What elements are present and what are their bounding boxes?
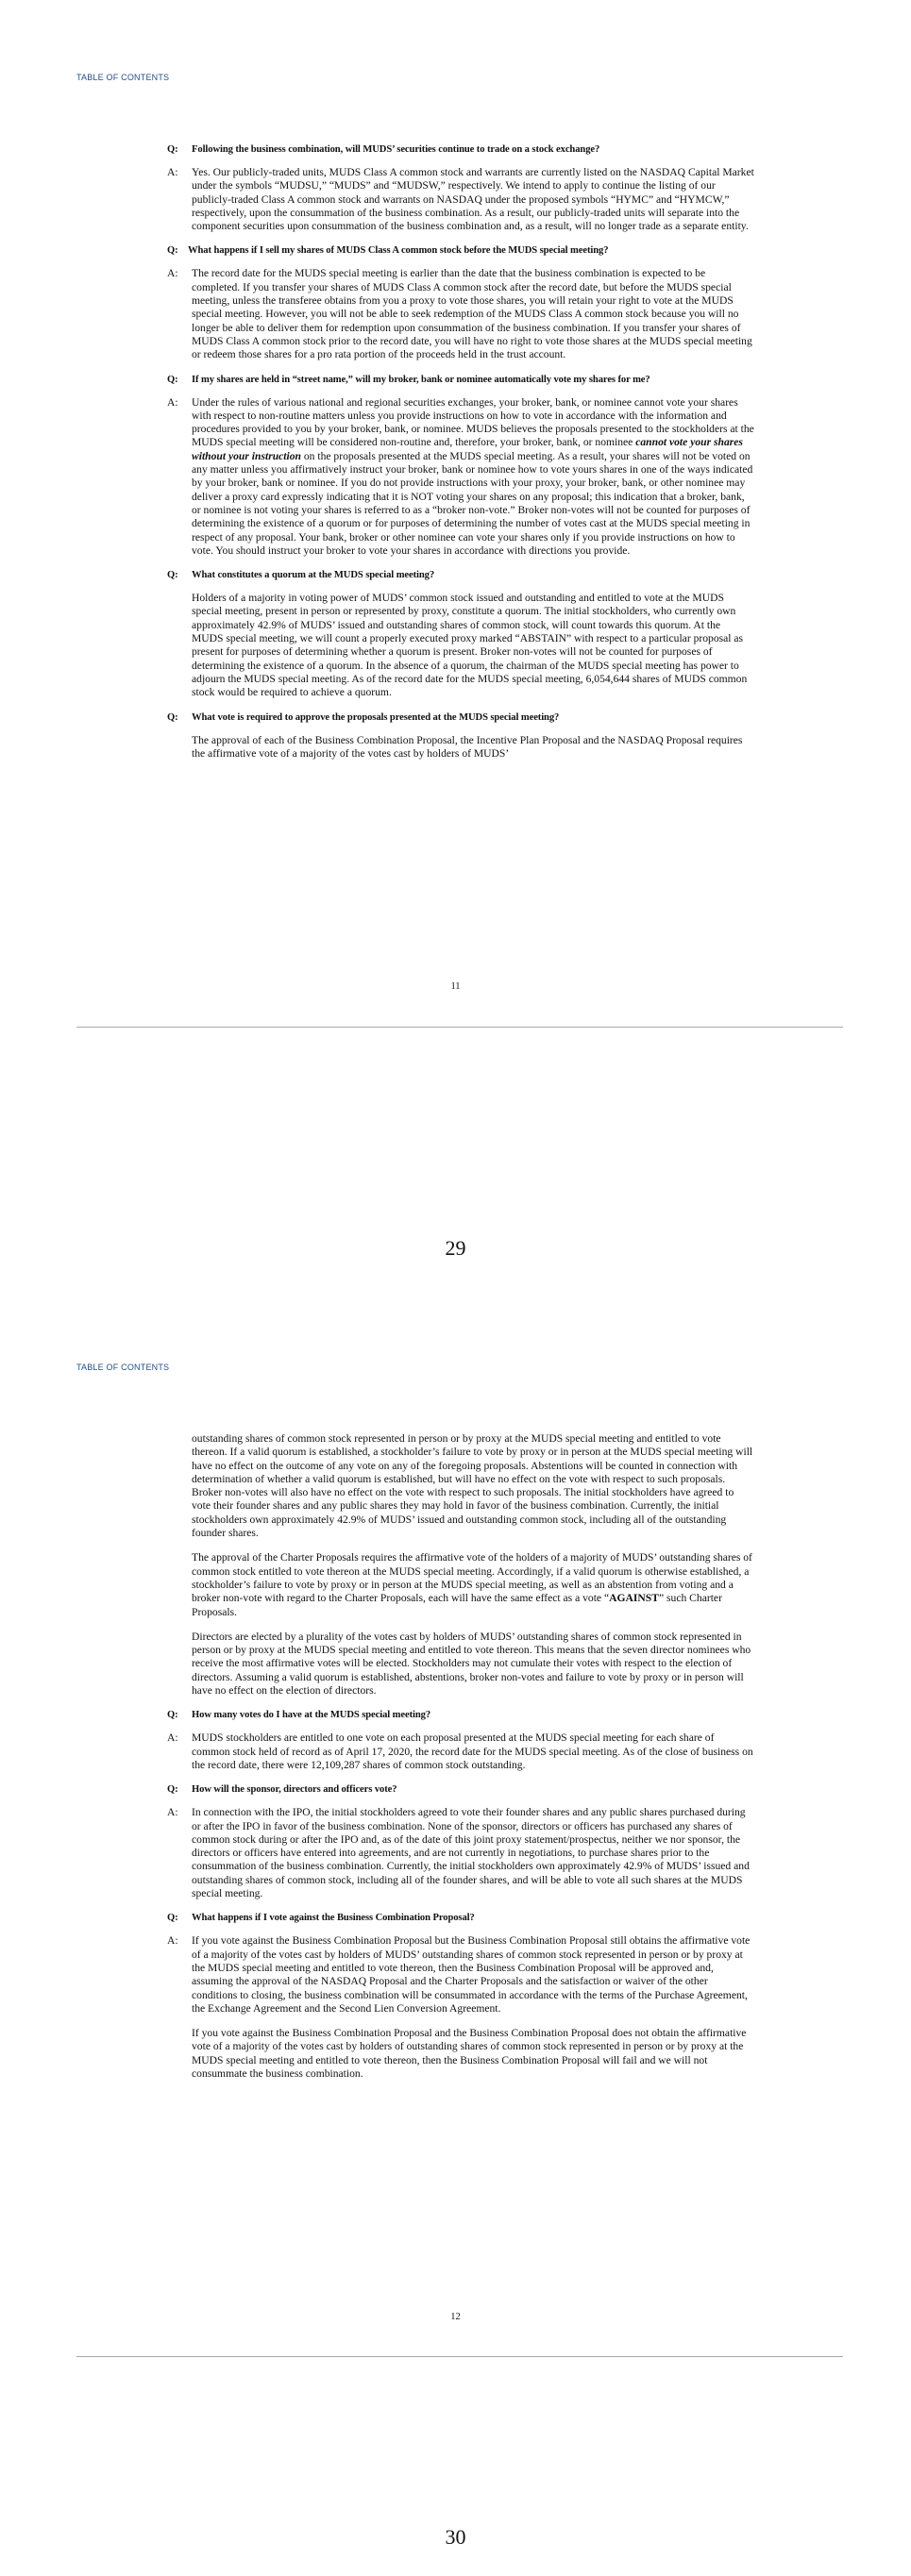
question-how-many-votes bbox=[167, 1709, 754, 1722]
directors-paragraph: Directors are elected by a plurality of the votes cast by holders of MUDS’ outstanding shares of common stock represented in person or by proxy at the MUDS special meeting and entitled to vote thereon. This means that the seven director nominees who receive the most affirmative votes will be elected. Stockholders may not cumulate their votes with respect to the election of directors. Assuming a valid quorum is established, abstentions, broker non-votes and failure to vote by proxy or in person will have no effect on the election of directors. bbox=[192, 1630, 751, 1698]
question-text: What happens if I sell my shares of MUDS Class A common stock before the MUDS special meeting? bbox=[188, 245, 609, 257]
paragraph-text: ” such Charter Proposals. bbox=[192, 1592, 722, 1618]
answer-securities-trade bbox=[167, 166, 754, 233]
q-label: Q: bbox=[167, 245, 178, 257]
paragraph-text: The approval of the Charter Proposals requires the affirmative vote of the holders of a majority of MUDS’ outstanding shares of common stock entitled to vote thereon at the MUDS special meeting. Accordingly, if a valid quorum is otherwise established, a stockholder’s failure to vote by proxy or in person at the MUDS special meeting, as well as an abstention from voting and a broker non-vote with regard to the Charter Proposals, each will have the same effect as a vote “ bbox=[192, 1551, 752, 1605]
answer-quorum: Holders of a majority in voting power of MUDS’ common stock issued and outstanding and entitled to vote at the MUDS special meeting, present in person or represented by proxy, constitute a quorum. The initial stockholders, who currently own approximately 42.9% of MUDS’ issued and outstanding shares of common stock, will count towards this quorum. At the MUDS special meeting, we will count a properly executed proxy marked “ABSTAIN” with respect to a particular proposal as present for purposes of determining whether a quorum is present. Broker non-votes will not be counted for purposes of determining the existence of a quorum. In the absence of a quorum, the chairman of the MUDS special meeting has power to adjourn the MUDS special meeting. As of the record date for the MUDS special meeting, 6,054,644 shares of MUDS common stock would be required to achieve a quorum. bbox=[192, 592, 748, 699]
a-label: A: bbox=[167, 1806, 178, 1819]
answer-text: The record date for the MUDS special meeting is earlier than the date that the business combination is expected to be completed. If you transfer your shares of MUDS Class A common stock after the record date, but before the MUDS special meeting, unless the transferee obtains from you a proxy to vote those shares, you will retain your right to vote at the MUDS special meeting. However, you will not be able to seek redemption of the MUDS Class A common stock because you will no longer be able to deliver them for redemption upon consummation of the business combination. If you transfer your shares of MUDS Class A common stock prior to the record date, you will have no right to vote those shares at the MUDS special meeting or redeem those shares for a pro rata portion of the proceeds held in the trust account. bbox=[192, 267, 752, 361]
question-vote-required bbox=[167, 711, 754, 725]
a-label: A: bbox=[167, 267, 178, 280]
answer-text-part: on the proposals presented at the MUDS special meeting. As a result, your shares will not be voted on any matter unless you affirmatively instruct your broker, bank or nominee how to vote yours shares in one of the ways indicated by your broker, bank or nominee. If you do not provide instructions with your proxy, your broker, bank, or other nominee may deliver a proxy card expressly indicating that it is NOT voting your shares on any proposal; this indication that a broker, bank, or nominee is not voting your shares is referred to as a “broker non-vote.” Broker non-votes will not be counted for purposes of determining the existence of a quorum or for purposes of determining the number of votes cast at the MUDS special meeting in respect of any proposal. Your bank, broker or other nominee can vote your shares only if you provide instructions on how to vote. You should instruct your broker to vote your shares in accordance with directions you provide. bbox=[192, 449, 753, 557]
q-label: Q: bbox=[167, 374, 178, 385]
question-text: How many votes do I have at the MUDS special meeting? bbox=[192, 1710, 431, 1721]
question-vote-against bbox=[167, 1912, 754, 1925]
question-text: What happens if I vote against the Business Combination Proposal? bbox=[192, 1913, 475, 1924]
a-label: A: bbox=[167, 166, 178, 178]
page-12-body bbox=[167, 1432, 754, 2092]
answer-vote-against bbox=[167, 1934, 754, 2016]
a-label: A: bbox=[167, 395, 178, 409]
answer-vote-required: The approval of each of the Business Combination Proposal, the Incentive Plan Proposal and the NASDAQ Proposal requires the affirmative vote of a majority of the votes cast by holders of MUDS’ bbox=[192, 733, 743, 760]
a-label: A: bbox=[167, 1731, 178, 1745]
q-label: Q: bbox=[167, 1710, 178, 1721]
question-sell-shares bbox=[167, 244, 754, 258]
q-label: Q: bbox=[167, 1784, 178, 1796]
answer-sell-shares bbox=[167, 267, 754, 361]
a-label: A: bbox=[167, 1934, 178, 1948]
answer-text: Yes. Our publicly-traded units, MUDS Class A common stock and warrants are currently listed on the NASDAQ Capital Market under the symbols “MUDSU,” “MUDS” and “MUDSW,” respectively. We intend to apply to continue the listing of our publicly-traded Class A common stock and warrants on NASDAQ under the proposed symbols “HYMC” and “HYMCW,” respectively, upon the consummation of the business combination. As a result, our publicly-traded units will separate into the component securities upon consummation of the business combination and, as a result, will no longer trade as a separate entity. bbox=[192, 166, 754, 233]
question-text: If my shares are held in “street name,” will my broker, bank or nominee automatically vote my shares for me? bbox=[192, 374, 650, 385]
question-sponsor-vote bbox=[167, 1783, 754, 1797]
question-securities-trade bbox=[167, 143, 754, 157]
table-of-contents-link[interactable]: TABLE OF CONTENTS bbox=[76, 1363, 170, 1372]
answer-text bbox=[192, 396, 754, 559]
question-text: Following the business combination, will MUDS’ securities continue to trade on a stock exchange? bbox=[192, 144, 600, 155]
answer-sponsor-vote bbox=[167, 1806, 754, 1900]
page-11-body bbox=[167, 143, 754, 772]
answer-text-part: Under the rules of various national and regional securities exchanges, your broker, bank, or nominee cannot vote your shares with respect to non-routine matters unless you provide instructions on how to vote in accordance with the information and procedures provided to you by your broker, bank, or nominee. MUDS believes the proposals presented to the stockholders at the MUDS special meeting will be considered non-routine and, therefore, your broker, bank, or nominee bbox=[192, 395, 754, 449]
answer-vote-against-continued: If you vote against the Business Combination Proposal and the Business Combination Proposal does not obtain the affirmative vote of a majority of the votes cast by holders of outstanding shares of common stock represented in person or by proxy at the MUDS special meeting and entitled to vote thereon, then the Business Combination Proposal will fail and we will not consummate the business combination. bbox=[192, 2027, 747, 2080]
answer-emphasis: cannot vote your shares without your instruction bbox=[192, 436, 743, 462]
charter-proposals-paragraph bbox=[192, 1551, 754, 1618]
page-number: 12 bbox=[450, 2312, 461, 2322]
question-text: How will the sponsor, directors and officers vote? bbox=[192, 1784, 397, 1796]
against-emphasis: AGAINST bbox=[609, 1592, 659, 1605]
answer-text: MUDS stockholders are entitled to one vote on each proposal presented at the MUDS special meeting for each share of common stock held of record as of April 17, 2020, the record date for the MUDS special meeting. As of the close of business on the record date, there were 12,109,287 shares of common stock outstanding. bbox=[192, 1731, 753, 1771]
page-number: 11 bbox=[450, 981, 461, 992]
q-label: Q: bbox=[167, 570, 178, 581]
q-label: Q: bbox=[167, 144, 178, 155]
question-text: What constitutes a quorum at the MUDS special meeting? bbox=[192, 570, 435, 581]
page-divider bbox=[76, 1027, 843, 1028]
question-text: What vote is required to approve the proposals presented at the MUDS special meeting? bbox=[192, 711, 560, 723]
question-street-name bbox=[167, 374, 754, 387]
answer-text: If you vote against the Business Combination Proposal but the Business Combination Proposal still obtains the affirmative vote of a majority of the votes cast by holders of MUDS’ outstanding shares of common stock represented in person or by proxy at the MUDS special meeting and entitled to vote thereon, then the Business Combination Proposal will be approved and, assuming the approval of the NASDAQ Proposal and the Charter Proposals and the satisfaction or waiver of the other conditions to closing, the business combination will be consummated in accordance with the terms of the Purchase Agreement, the Exchange Agreement and the Second Lien Conversion Agreement. bbox=[192, 1934, 751, 2015]
q-label: Q: bbox=[167, 711, 178, 723]
answer-text: In connection with the IPO, the initial stockholders agreed to vote their founder shares and any public shares purchased during or after the IPO in favor of the business combination. None of the sponsor, directors or officers has purchased any shares of common stock during or after the IPO and, as of the date of this joint proxy statement/prospectus, neither we nor sponsor, the directors or officers have entered into agreements, and are not currently in negotiations, to purchase shares prior to the consummation of the business combination. Currently, the initial stockholders own approximately 42.9% of MUDS’ issued and outstanding shares of common stock, including all of the founder shares, and will be able to vote all such shares at the MUDS special meeting. bbox=[192, 1806, 750, 1900]
question-quorum bbox=[167, 569, 754, 582]
table-of-contents-link[interactable]: TABLE OF CONTENTS bbox=[76, 73, 170, 82]
page-divider bbox=[76, 2356, 843, 2357]
sequence-number: 29 bbox=[445, 1236, 466, 1260]
continued-paragraph: outstanding shares of common stock represented in person or by proxy at the MUDS special meeting and entitled to vote thereon. If a valid quorum is established, a stockholder’s failure to vote by proxy or in person at the MUDS special meeting will have no effect on the outcome of any vote on any of the foregoing proposals. Abstentions will be counted in connection with determination of whether a valid quorum is established, but will have no effect on the vote with respect to such proposals. Broker non-votes will also have no effect on the vote with respect to such proposals. The initial stockholders have agreed to vote their founder shares and any public shares they may hold in favor of the business combination. Currently, the initial stockholders own approximately 42.9% of MUDS’ issued and outstanding common stock, including all of the outstanding founder shares. bbox=[192, 1432, 753, 1540]
answer-how-many-votes bbox=[167, 1731, 754, 1772]
sequence-number: 30 bbox=[445, 2525, 466, 2549]
answer-street-name bbox=[167, 396, 754, 559]
q-label: Q: bbox=[167, 1913, 178, 1924]
